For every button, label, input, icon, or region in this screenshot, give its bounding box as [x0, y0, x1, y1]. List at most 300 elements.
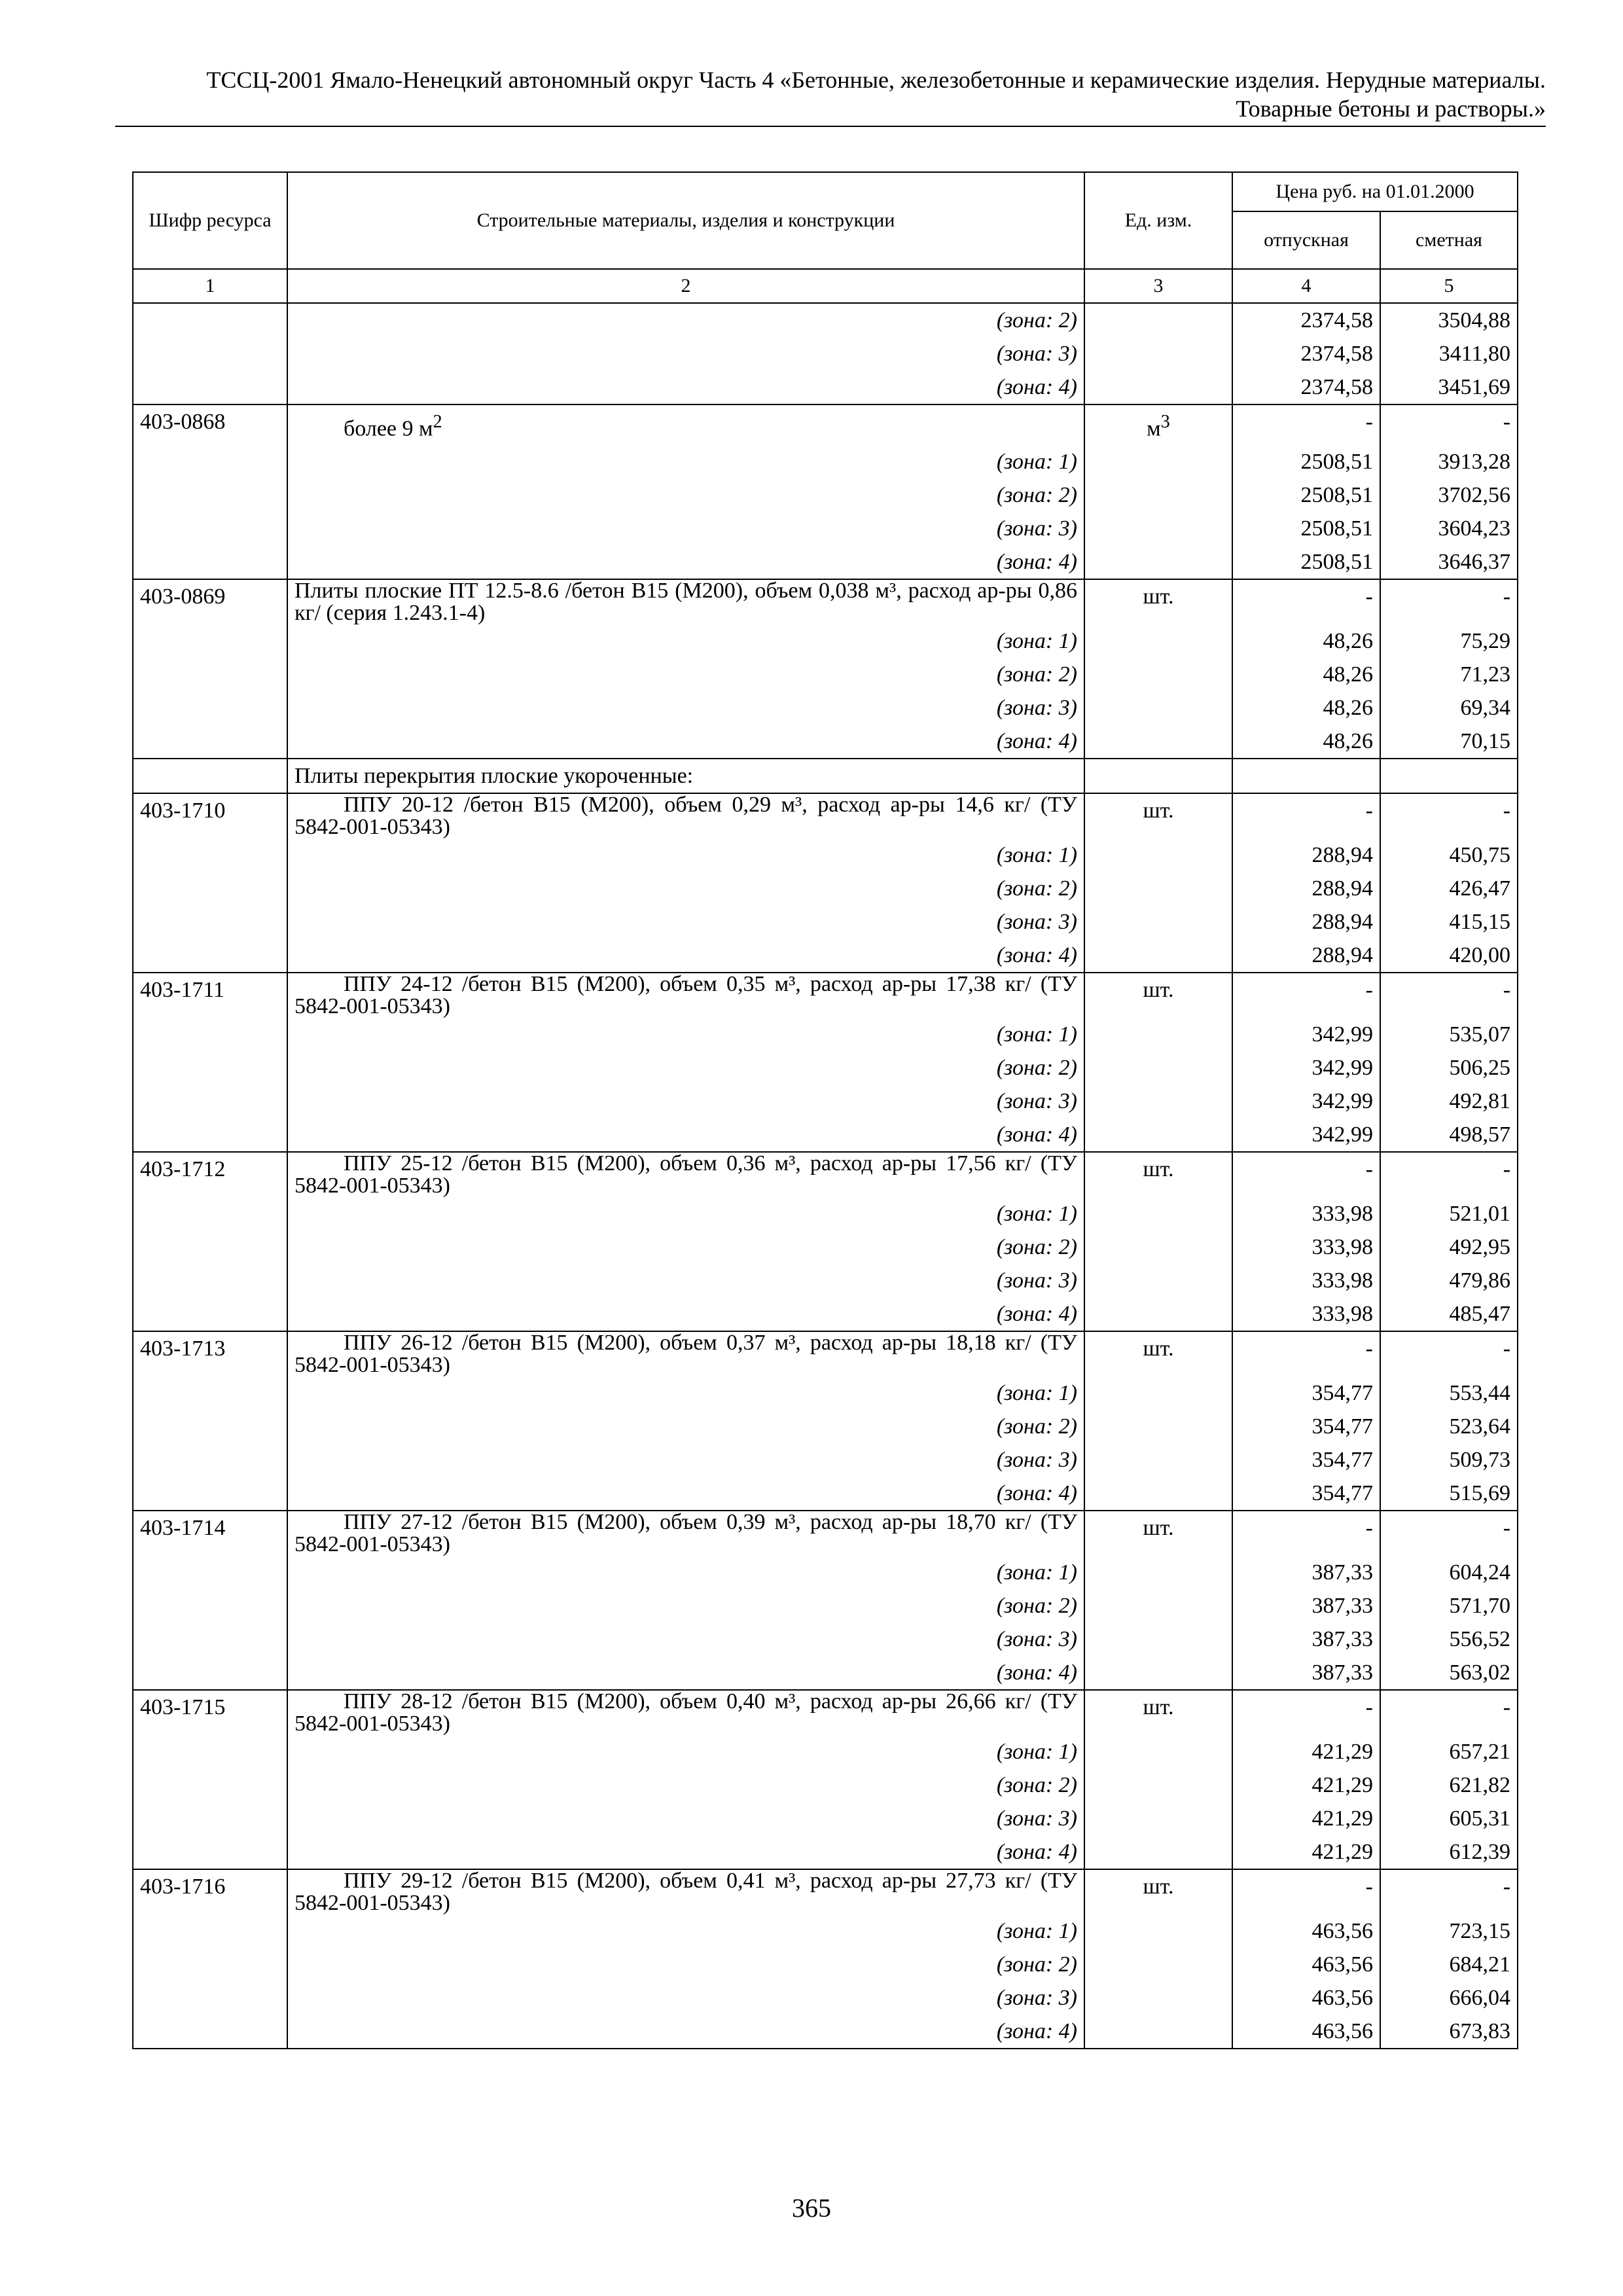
unit-cell: шт.	[1084, 1152, 1232, 1197]
code-cell	[133, 1085, 287, 1118]
price-release: -	[1232, 404, 1380, 445]
col-header-code: Шифр ресурса	[133, 172, 287, 269]
zone-label: (зона: 2)	[287, 303, 1084, 337]
zone-row	[133, 2015, 1518, 2049]
code-cell	[133, 303, 287, 337]
price-release: 354,77	[1232, 1376, 1380, 1410]
unit-cell	[1084, 1477, 1232, 1511]
price-release: -	[1232, 1690, 1380, 1735]
price-release: -	[1232, 579, 1380, 624]
resource-code: 403-0869	[133, 579, 287, 624]
code-cell	[133, 905, 287, 939]
unit-cell	[1084, 838, 1232, 872]
price-estimate: 3451,69	[1380, 370, 1518, 404]
resource-code: 403-0868	[133, 404, 287, 445]
code-cell	[133, 939, 287, 973]
code-cell	[133, 478, 287, 512]
col-number-5: 5	[1380, 269, 1518, 303]
price-release: -	[1232, 1511, 1380, 1556]
unit-cell	[1084, 939, 1232, 973]
zone-label: (зона: 1)	[287, 624, 1084, 658]
zone-row	[133, 1297, 1518, 1331]
price-release: 2374,58	[1232, 370, 1380, 404]
code-cell	[133, 1735, 287, 1768]
zone-row	[133, 512, 1518, 545]
resource-code: 403-1715	[133, 1690, 287, 1735]
zone-label: (зона: 2)	[287, 1768, 1084, 1802]
zone-row	[133, 725, 1518, 759]
zone-row	[133, 303, 1518, 337]
unit-cell: шт.	[1084, 1331, 1232, 1376]
zone-label: (зона: 3)	[287, 1981, 1084, 2015]
material-name-text: более 9 м	[344, 416, 433, 441]
price-release: 333,98	[1232, 1264, 1380, 1297]
zone-label: (зона: 2)	[287, 1051, 1084, 1085]
code-cell	[133, 1768, 287, 1802]
price-release: 387,33	[1232, 1656, 1380, 1690]
price-table	[132, 171, 1518, 2049]
material-name	[287, 404, 1084, 445]
price-release: 288,94	[1232, 905, 1380, 939]
code-cell	[133, 1376, 287, 1410]
zone-row	[133, 545, 1518, 579]
col-number-2: 2	[287, 269, 1084, 303]
zone-label: (зона: 1)	[287, 1556, 1084, 1589]
price-release: 354,77	[1232, 1477, 1380, 1511]
zone-label: (зона: 1)	[287, 1914, 1084, 1948]
price-estimate: 485,47	[1380, 1297, 1518, 1331]
price-release: 288,94	[1232, 838, 1380, 872]
unit-cell	[1084, 337, 1232, 370]
unit-cell: шт.	[1084, 973, 1232, 1018]
zone-row	[133, 1948, 1518, 1981]
resource-code: 403-1710	[133, 793, 287, 838]
price-release: 2508,51	[1232, 445, 1380, 478]
price-estimate: 556,52	[1380, 1623, 1518, 1656]
material-name: ППУ 20-12 /бетон В15 (М200), объем 0,29 м³, расход ар-ры 14,6 кг/ (ТУ 5842-001-05343)	[287, 793, 1084, 838]
zone-row	[133, 1264, 1518, 1297]
price-estimate: 523,64	[1380, 1410, 1518, 1443]
price-estimate: 506,25	[1380, 1051, 1518, 1085]
price-release: -	[1232, 973, 1380, 1018]
price-release: 463,56	[1232, 1914, 1380, 1948]
code-cell	[133, 1118, 287, 1152]
zone-row	[133, 939, 1518, 973]
unit-cell	[1084, 1085, 1232, 1118]
zone-label: (зона: 4)	[287, 1477, 1084, 1511]
unit-cell	[1084, 658, 1232, 691]
table-row	[133, 404, 1518, 445]
table-row	[133, 1869, 1518, 1914]
zone-row	[133, 1589, 1518, 1623]
price-estimate: 492,81	[1380, 1085, 1518, 1118]
price-release: 342,99	[1232, 1118, 1380, 1152]
code-cell	[133, 624, 287, 658]
zone-row	[133, 1914, 1518, 1948]
zone-row	[133, 1230, 1518, 1264]
zone-row	[133, 1556, 1518, 1589]
price-estimate: 3913,28	[1380, 445, 1518, 478]
table-row	[133, 1690, 1518, 1735]
price-estimate: 3504,88	[1380, 303, 1518, 337]
price-release: 288,94	[1232, 872, 1380, 905]
price-estimate: 71,23	[1380, 658, 1518, 691]
price-release: 342,99	[1232, 1085, 1380, 1118]
price-estimate: -	[1380, 1331, 1518, 1376]
material-name: ППУ 27-12 /бетон В15 (М200), объем 0,39 м³, расход ар-ры 18,70 кг/ (ТУ 5842-001-05343)	[287, 1511, 1084, 1556]
zone-label: (зона: 1)	[287, 1376, 1084, 1410]
zone-row	[133, 1735, 1518, 1768]
code-cell	[133, 512, 287, 545]
unit-cell	[1084, 759, 1232, 793]
code-cell	[133, 725, 287, 759]
code-cell	[133, 1443, 287, 1477]
material-name: ППУ 25-12 /бетон В15 (М200), объем 0,36 м³, расход ар-ры 17,56 кг/ (ТУ 5842-001-05343)	[287, 1152, 1084, 1197]
price-release: -	[1232, 1331, 1380, 1376]
zone-row	[133, 1981, 1518, 2015]
price-estimate: 723,15	[1380, 1914, 1518, 1948]
price-estimate: 70,15	[1380, 725, 1518, 759]
price-release: 288,94	[1232, 939, 1380, 973]
zone-label: (зона: 2)	[287, 872, 1084, 905]
price-release: 354,77	[1232, 1410, 1380, 1443]
price-estimate: -	[1380, 973, 1518, 1018]
code-cell	[133, 545, 287, 579]
zone-label: (зона: 4)	[287, 939, 1084, 973]
code-cell	[133, 1802, 287, 1835]
price-release: 387,33	[1232, 1623, 1380, 1656]
zone-row	[133, 838, 1518, 872]
code-cell	[133, 1297, 287, 1331]
price-estimate: 492,95	[1380, 1230, 1518, 1264]
resource-code: 403-1712	[133, 1152, 287, 1197]
zone-label: (зона: 2)	[287, 1230, 1084, 1264]
zone-row	[133, 1410, 1518, 1443]
unit-cell	[1084, 1981, 1232, 2015]
code-cell	[133, 1623, 287, 1656]
price-estimate: 535,07	[1380, 1018, 1518, 1051]
unit-cell	[1084, 1556, 1232, 1589]
code-cell	[133, 2015, 287, 2049]
resource-code: 403-1714	[133, 1511, 287, 1556]
unit-cell	[1084, 725, 1232, 759]
zone-row	[133, 1051, 1518, 1085]
resource-code: 403-1716	[133, 1869, 287, 1914]
price-estimate: 666,04	[1380, 1981, 1518, 2015]
zone-row	[133, 1656, 1518, 1690]
zone-label: (зона: 3)	[287, 1802, 1084, 1835]
zone-label: (зона: 3)	[287, 337, 1084, 370]
price-release: 48,26	[1232, 624, 1380, 658]
zone-row	[133, 1835, 1518, 1869]
unit-cell	[1084, 512, 1232, 545]
page-header	[115, 65, 1546, 127]
zone-label: (зона: 2)	[287, 1948, 1084, 1981]
zone-label: (зона: 2)	[287, 478, 1084, 512]
price-estimate: 498,57	[1380, 1118, 1518, 1152]
unit-cell	[1084, 404, 1232, 445]
price-estimate: 69,34	[1380, 691, 1518, 725]
zone-label: (зона: 4)	[287, 725, 1084, 759]
zone-label: (зона: 1)	[287, 838, 1084, 872]
zone-label: (зона: 4)	[287, 1118, 1084, 1152]
zone-label: (зона: 3)	[287, 1443, 1084, 1477]
code-cell	[133, 1051, 287, 1085]
code-cell	[133, 445, 287, 478]
price-release: 48,26	[1232, 691, 1380, 725]
resource-code: 403-1713	[133, 1331, 287, 1376]
price-estimate: 521,01	[1380, 1197, 1518, 1230]
zone-row	[133, 1768, 1518, 1802]
zone-row	[133, 1443, 1518, 1477]
price-estimate: 657,21	[1380, 1735, 1518, 1768]
zone-row	[133, 1118, 1518, 1152]
unit-cell	[1084, 545, 1232, 579]
price-estimate: -	[1380, 793, 1518, 838]
code-cell	[133, 691, 287, 725]
price-estimate: 515,69	[1380, 1477, 1518, 1511]
zone-label: (зона: 1)	[287, 1197, 1084, 1230]
unit-cell	[1084, 1623, 1232, 1656]
price-release: 2508,51	[1232, 478, 1380, 512]
unit-cell: шт.	[1084, 579, 1232, 624]
col-number-3: 3	[1084, 269, 1232, 303]
price-release: 333,98	[1232, 1197, 1380, 1230]
zone-row	[133, 445, 1518, 478]
zone-row	[133, 478, 1518, 512]
zone-row	[133, 1018, 1518, 1051]
zone-row	[133, 1085, 1518, 1118]
unit-cell	[1084, 1589, 1232, 1623]
unit-cell: шт.	[1084, 1869, 1232, 1914]
unit-cell	[1084, 1914, 1232, 1948]
code-cell	[133, 658, 287, 691]
price-estimate: 420,00	[1380, 939, 1518, 973]
col-header-name: Строительные материалы, изделия и конструкции	[287, 172, 1084, 269]
col-header-price-release: отпускная	[1232, 211, 1380, 269]
material-name: ППУ 29-12 /бетон В15 (М200), объем 0,41 м³, расход ар-ры 27,73 кг/ (ТУ 5842-001-05343)	[287, 1869, 1084, 1914]
price-release: 2508,51	[1232, 545, 1380, 579]
zone-row	[133, 658, 1518, 691]
unit-sup: 3	[1160, 412, 1170, 432]
code-cell	[133, 337, 287, 370]
code-cell	[133, 1477, 287, 1511]
code-cell	[133, 1556, 287, 1589]
unit-cell	[1084, 691, 1232, 725]
price-estimate: 571,70	[1380, 1589, 1518, 1623]
price-estimate: 3604,23	[1380, 512, 1518, 545]
price-release: 333,98	[1232, 1230, 1380, 1264]
unit-cell	[1084, 905, 1232, 939]
code-cell	[133, 759, 287, 793]
material-name: ППУ 28-12 /бетон В15 (М200), объем 0,40 м³, расход ар-ры 26,66 кг/ (ТУ 5842-001-05343)	[287, 1690, 1084, 1735]
zone-label: (зона: 4)	[287, 1297, 1084, 1331]
price-estimate: 426,47	[1380, 872, 1518, 905]
unit-cell	[1084, 1018, 1232, 1051]
table-row	[133, 1152, 1518, 1197]
code-cell	[133, 1948, 287, 1981]
group-title: Плиты перекрытия плоские укороченные:	[287, 759, 1084, 793]
price-estimate: 75,29	[1380, 624, 1518, 658]
unit-cell	[1084, 1264, 1232, 1297]
zone-label: (зона: 4)	[287, 545, 1084, 579]
price-release: 421,29	[1232, 1735, 1380, 1768]
code-cell	[133, 1230, 287, 1264]
zone-row	[133, 1376, 1518, 1410]
code-cell	[133, 1410, 287, 1443]
price-estimate: 509,73	[1380, 1443, 1518, 1477]
unit-text: м	[1147, 416, 1161, 441]
price-estimate: 563,02	[1380, 1656, 1518, 1690]
zone-row	[133, 624, 1518, 658]
unit-cell	[1084, 1656, 1232, 1690]
zone-label: (зона: 4)	[287, 1835, 1084, 1869]
unit-cell	[1084, 1410, 1232, 1443]
unit-cell	[1084, 872, 1232, 905]
unit-cell	[1084, 1802, 1232, 1835]
unit-cell	[1084, 1376, 1232, 1410]
price-release: -	[1232, 1869, 1380, 1914]
col-number-1: 1	[133, 269, 287, 303]
price-release: 387,33	[1232, 1556, 1380, 1589]
price-estimate: 479,86	[1380, 1264, 1518, 1297]
price-release: 421,29	[1232, 1768, 1380, 1802]
material-name: ППУ 26-12 /бетон В15 (М200), объем 0,37 м³, расход ар-ры 18,18 кг/ (ТУ 5842-001-05343)	[287, 1331, 1084, 1376]
material-name: Плиты плоские ПТ 12.5-8.6 /бетон В15 (М200), объем 0,038 м³, расход ар-ры 0,86 кг/ (серия 1.243.1-4)	[287, 579, 1084, 624]
col-header-unit: Ед. изм.	[1084, 172, 1232, 269]
zone-label: (зона: 3)	[287, 691, 1084, 725]
zone-label: (зона: 3)	[287, 1085, 1084, 1118]
price-release: 333,98	[1232, 1297, 1380, 1331]
header-line-2: Товарные бетоны и растворы.»	[1236, 96, 1546, 122]
unit-cell	[1084, 624, 1232, 658]
zone-row	[133, 905, 1518, 939]
price-estimate: 604,24	[1380, 1556, 1518, 1589]
zone-label: (зона: 2)	[287, 1589, 1084, 1623]
price-estimate: 3646,37	[1380, 545, 1518, 579]
table-row	[133, 1331, 1518, 1376]
page-number: 365	[792, 2193, 831, 2223]
zone-row	[133, 1197, 1518, 1230]
price-release: -	[1232, 1152, 1380, 1197]
price-release: 2374,58	[1232, 337, 1380, 370]
unit-cell	[1084, 1118, 1232, 1152]
price-estimate: -	[1380, 1152, 1518, 1197]
header-line-1: ТССЦ-2001 Ямало-Ненецкий автономный округ Часть 4 «Бетонные, железобетонные и керамические изделия. Нерудные материалы.	[206, 67, 1546, 93]
price-estimate	[1380, 759, 1518, 793]
price-release: -	[1232, 793, 1380, 838]
price-estimate: 621,82	[1380, 1768, 1518, 1802]
zone-label: (зона: 1)	[287, 1735, 1084, 1768]
material-name: ППУ 24-12 /бетон В15 (М200), объем 0,35 м³, расход ар-ры 17,38 кг/ (ТУ 5842-001-05343)	[287, 973, 1084, 1018]
unit-cell: шт.	[1084, 793, 1232, 838]
zone-label: (зона: 4)	[287, 2015, 1084, 2049]
table-row	[133, 793, 1518, 838]
price-release: 387,33	[1232, 1589, 1380, 1623]
price-release: 463,56	[1232, 1981, 1380, 2015]
table-row	[133, 973, 1518, 1018]
price-estimate: 3411,80	[1380, 337, 1518, 370]
zone-label: (зона: 1)	[287, 1018, 1084, 1051]
price-release: 48,26	[1232, 658, 1380, 691]
unit-cell	[1084, 445, 1232, 478]
unit-cell	[1084, 1230, 1232, 1264]
unit-cell	[1084, 1835, 1232, 1869]
price-estimate: 415,15	[1380, 905, 1518, 939]
price-estimate: 684,21	[1380, 1948, 1518, 1981]
price-estimate: -	[1380, 1869, 1518, 1914]
code-cell	[133, 838, 287, 872]
unit-cell	[1084, 303, 1232, 337]
price-estimate: -	[1380, 1690, 1518, 1735]
zone-label: (зона: 1)	[287, 445, 1084, 478]
price-release: 342,99	[1232, 1018, 1380, 1051]
unit-cell	[1084, 1735, 1232, 1768]
price-release: 463,56	[1232, 1948, 1380, 1981]
code-cell	[133, 1656, 287, 1690]
unit-cell	[1084, 1768, 1232, 1802]
zone-row	[133, 1623, 1518, 1656]
price-release: 342,99	[1232, 1051, 1380, 1085]
zone-row	[133, 1477, 1518, 1511]
zone-row	[133, 1802, 1518, 1835]
col-header-price-group: Цена руб. на 01.01.2000	[1232, 172, 1518, 211]
price-estimate: 450,75	[1380, 838, 1518, 872]
price-estimate: -	[1380, 579, 1518, 624]
price-release: 2374,58	[1232, 303, 1380, 337]
unit-cell	[1084, 1051, 1232, 1085]
price-estimate: 612,39	[1380, 1835, 1518, 1869]
zone-row	[133, 370, 1518, 404]
zone-row	[133, 691, 1518, 725]
code-cell	[133, 1914, 287, 1948]
zone-label: (зона: 4)	[287, 370, 1084, 404]
unit-cell	[1084, 2015, 1232, 2049]
code-cell	[133, 1981, 287, 2015]
unit-cell: шт.	[1084, 1690, 1232, 1735]
zone-row	[133, 872, 1518, 905]
resource-code: 403-1711	[133, 973, 287, 1018]
col-header-price-estimate: сметная	[1380, 211, 1518, 269]
unit-cell	[1084, 370, 1232, 404]
price-estimate: 673,83	[1380, 2015, 1518, 2049]
price-release: 463,56	[1232, 2015, 1380, 2049]
code-cell	[133, 1835, 287, 1869]
price-release: 354,77	[1232, 1443, 1380, 1477]
table-row	[133, 579, 1518, 624]
price-release: 421,29	[1232, 1802, 1380, 1835]
price-release: 48,26	[1232, 725, 1380, 759]
code-cell	[133, 872, 287, 905]
unit-cell	[1084, 1443, 1232, 1477]
price-estimate: 553,44	[1380, 1376, 1518, 1410]
price-release: 421,29	[1232, 1835, 1380, 1869]
price-estimate: 605,31	[1380, 1802, 1518, 1835]
price-release	[1232, 759, 1380, 793]
unit-cell	[1084, 1948, 1232, 1981]
zone-row	[133, 337, 1518, 370]
zone-label: (зона: 3)	[287, 1623, 1084, 1656]
zone-label: (зона: 3)	[287, 905, 1084, 939]
unit-cell: шт.	[1084, 1511, 1232, 1556]
price-estimate: 3702,56	[1380, 478, 1518, 512]
col-number-4: 4	[1232, 269, 1380, 303]
code-cell	[133, 1018, 287, 1051]
zone-label: (зона: 3)	[287, 1264, 1084, 1297]
group-row	[133, 759, 1518, 793]
table-body	[133, 303, 1518, 2049]
zone-label: (зона: 4)	[287, 1656, 1084, 1690]
